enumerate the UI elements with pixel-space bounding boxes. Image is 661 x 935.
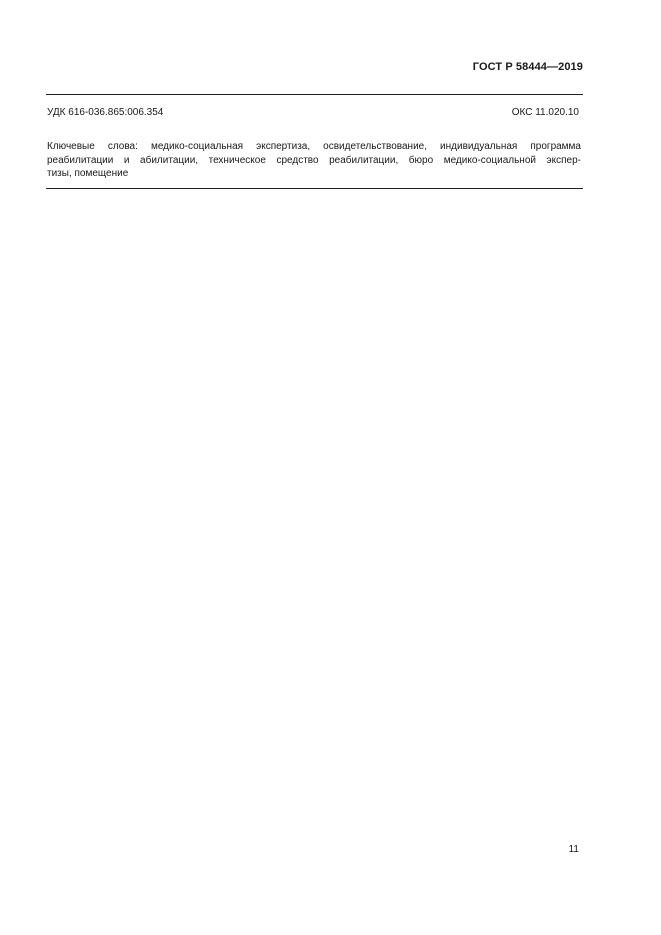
bottom-divider <box>46 188 583 189</box>
keywords-line: Ключевые слова: медико-социальная экспертиза, освидетельствование, индивидуальная программа <box>47 141 581 152</box>
keywords-paragraph <box>47 140 581 181</box>
page-number: 11 <box>568 844 579 855</box>
standard-code-header: ГОСТ Р 58444—2019 <box>472 61 583 73</box>
keywords-line: реабилитации и абилитации, техническое средство реабилитации, бюро медико-социальной экспер- <box>47 154 581 166</box>
udk-code: УДК 616-036.865:006.354 <box>47 107 164 118</box>
oks-code: ОКС 11.020.10 <box>511 107 579 118</box>
keywords-line: тизы, помещение <box>47 168 129 179</box>
top-divider <box>46 94 583 95</box>
